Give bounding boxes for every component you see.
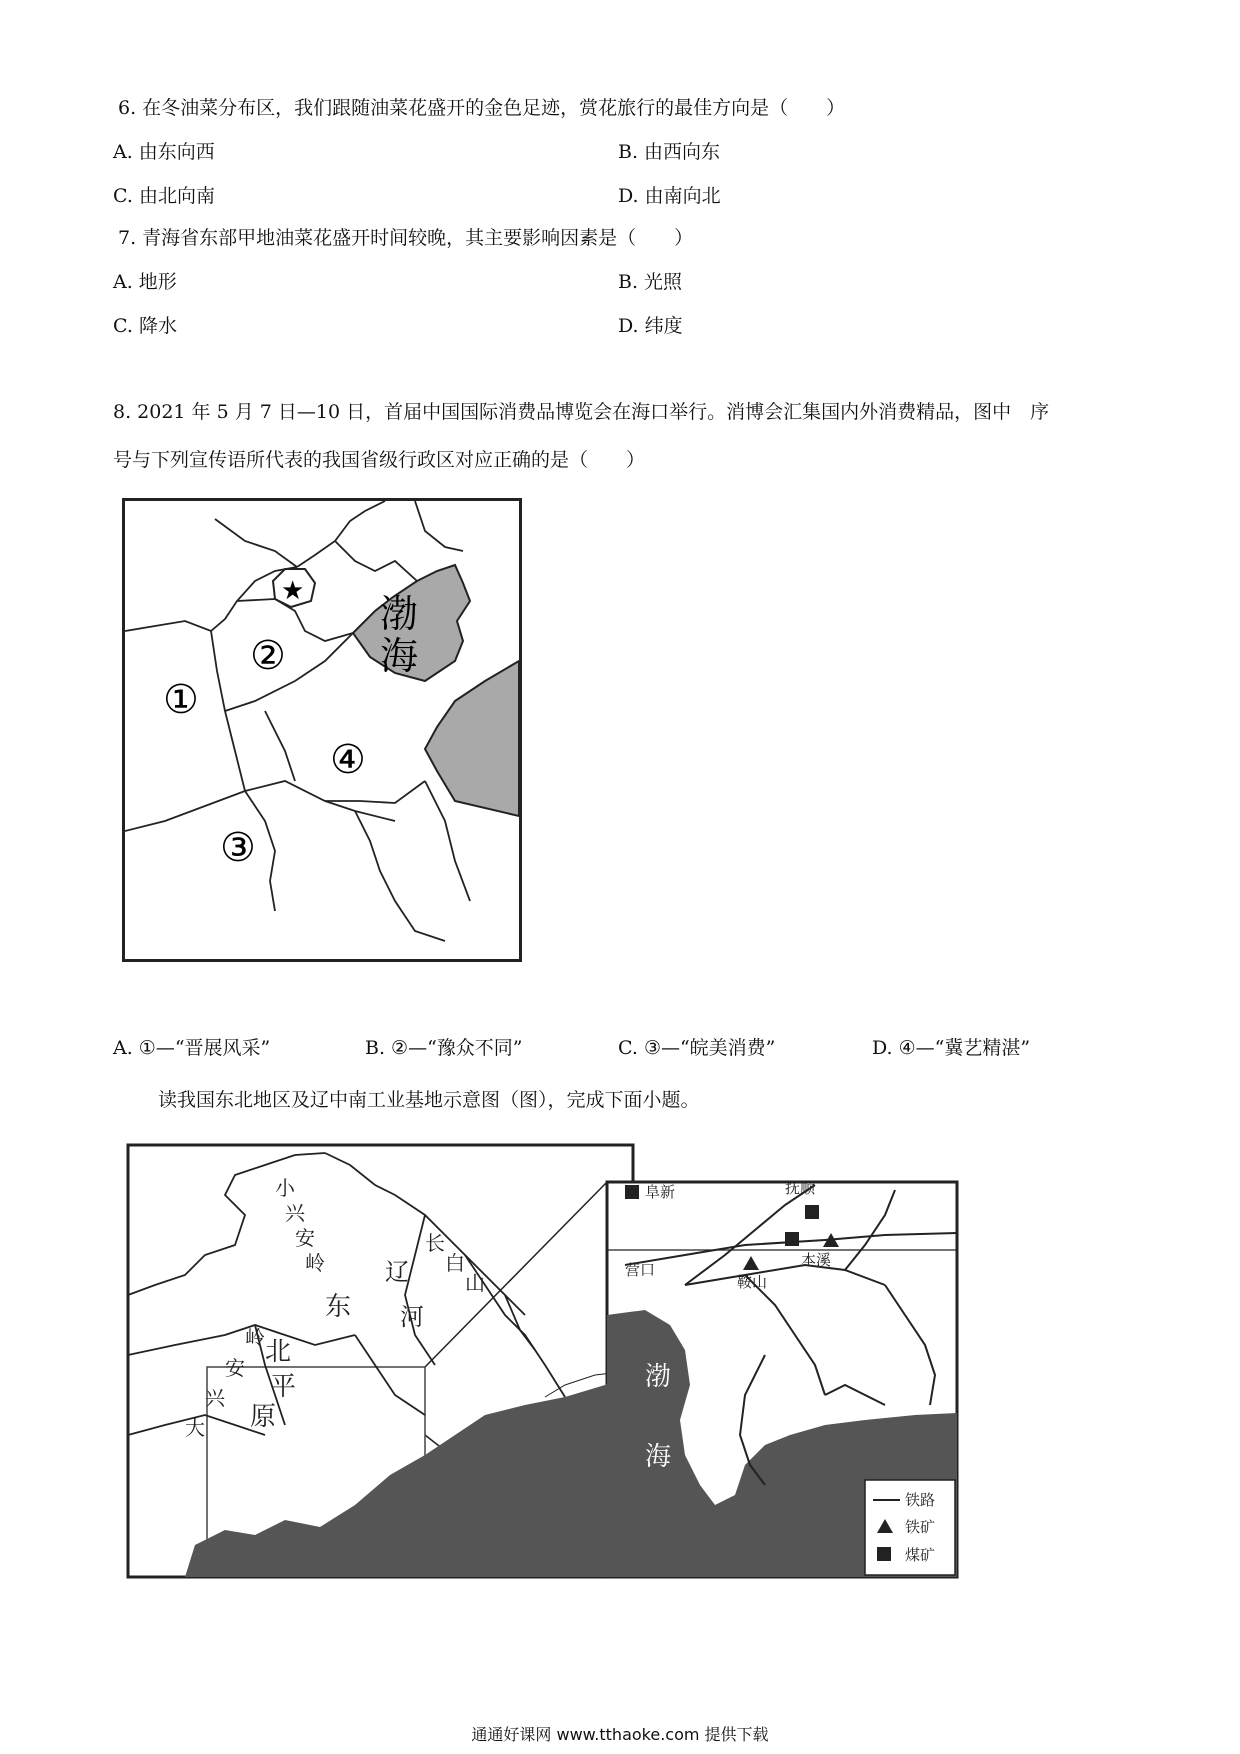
label-plain-1: 东 [325, 1292, 352, 1322]
q6-option-c: C. 由北向南 [113, 185, 215, 207]
q7-option-a: A. 地形 [113, 271, 177, 293]
map-legend [865, 1480, 955, 1575]
q7-option-d: D. 纬度 [618, 315, 683, 337]
legend-coal: 煤矿 [905, 1546, 936, 1564]
q8-stem-line1: 8. 2021 年 5 月 7 日—10 日，首届中国国际消费品博览会在海口举行。消博会汇集国内外消费精品，图中 序 [113, 401, 1050, 423]
bohai-label-1: 渤 [380, 592, 419, 636]
legend-coal-icon [877, 1547, 891, 1561]
q6-option-a: A. 由东向西 [113, 141, 215, 163]
capital-star-icon: ★ [281, 576, 305, 606]
region-3-label: ③ [220, 825, 256, 871]
inset-sea-label-2: 海 [645, 1442, 672, 1472]
q6-option-d: D. 由南向北 [618, 185, 721, 207]
label-daxing-3: 安 [225, 1356, 245, 1380]
map-north-china [122, 498, 522, 962]
yellow-sea-shape [425, 661, 519, 816]
label-daxing-2: 兴 [205, 1386, 225, 1410]
page-footer: 通通好课网 www.tthaoke.com 提供下载 [471, 1725, 769, 1744]
q6-stem: 6. 在冬油菜分布区，我们跟随油菜花盛开的金色足迹，赏花旅行的最佳方向是（ ） [118, 97, 846, 119]
label-daxing-1: 大 [185, 1416, 205, 1440]
label-mountain-3: 安 [295, 1226, 315, 1250]
q6-option-b: B. 由西向东 [618, 141, 721, 163]
coal-mine-icon [785, 1232, 799, 1246]
q8-stem-line2: 号与下列宣传语所代表的我国省级行政区对应正确的是（ ） [113, 449, 646, 471]
q8-option-c: C. ③—“皖美消费” [618, 1037, 776, 1059]
coal-mine-icon [625, 1185, 639, 1199]
bohai-label-2: 海 [380, 634, 419, 678]
label-river-2: 河 [400, 1303, 424, 1331]
label-daxing-4: 岭 [245, 1326, 265, 1350]
q7-stem: 7. 青海省东部甲地油菜花盛开时间较晚，其主要影响因素是（ ） [118, 227, 694, 249]
label-river-1: 辽 [385, 1258, 409, 1286]
region-4-label: ④ [330, 737, 366, 783]
q8-option-b: B. ②—“豫众不同” [365, 1037, 523, 1059]
label-plain-3: 平 [270, 1372, 297, 1402]
label-changbai-3: 山 [465, 1271, 485, 1295]
label-plain-4: 原 [250, 1402, 277, 1432]
city-label: 抚顺 [785, 1179, 816, 1197]
q8-option-a: A. ①—“晋展风采” [113, 1037, 271, 1059]
label-mountain-4: 岭 [305, 1251, 325, 1275]
city-label: 鞍山 [737, 1273, 768, 1291]
q7-option-b: B. 光照 [618, 271, 683, 293]
label-changbai-2: 白 [445, 1251, 465, 1275]
city-label: 阜新 [645, 1183, 676, 1201]
label-mountain-1: 小 [275, 1176, 295, 1200]
label-plain-2: 北 [265, 1337, 292, 1367]
coal-mine-icon [805, 1205, 819, 1219]
q7-option-c: C. 降水 [113, 315, 177, 337]
q8-option-d: D. ④—“冀艺精湛” [872, 1037, 1031, 1059]
map-north-china-svg [125, 501, 519, 959]
legend-iron: 铁矿 [905, 1518, 936, 1536]
legend-railway: 铁路 [905, 1491, 936, 1509]
inset-sea-label-1: 渤 [645, 1362, 672, 1392]
region-2-label: ② [250, 633, 286, 679]
map-northeast-china [125, 1135, 960, 1585]
city-label: 营口 [625, 1261, 656, 1279]
city-label: 本溪 [801, 1251, 832, 1269]
region-1-label: ① [163, 677, 199, 723]
label-mountain-2: 兴 [285, 1201, 305, 1225]
label-changbai-1: 长 [425, 1231, 445, 1255]
section-intro: 读我国东北地区及辽中南工业基地示意图（图），完成下面小题。 [158, 1089, 700, 1111]
